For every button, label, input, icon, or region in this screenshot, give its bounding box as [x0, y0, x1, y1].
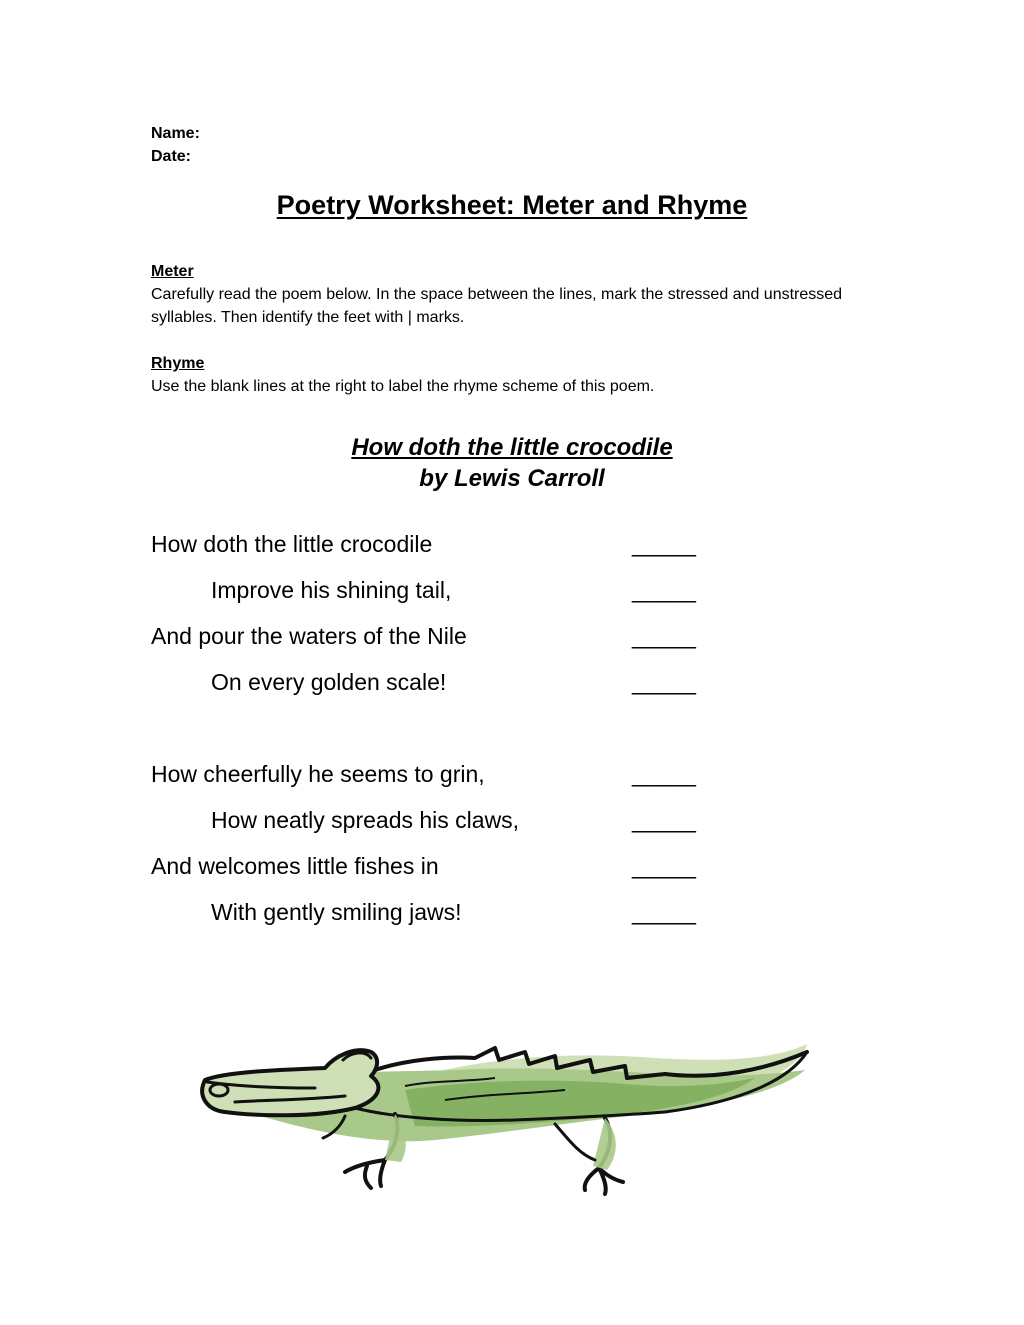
rhyme-blank-8[interactable]: _____: [632, 899, 696, 925]
meter-instructions: Carefully read the poem below. In the space between the lines, mark the stressed and unstressed syllables. Then identify the feet with | marks.: [151, 286, 843, 326]
poem-title: How doth the little crocodile: [351, 434, 673, 461]
rhyme-instructions: Use the blank lines at the right to label the rhyme scheme of this poem.: [151, 378, 655, 395]
rhyme-blank-3[interactable]: _____: [632, 623, 696, 649]
page-title: Poetry Worksheet: Meter and Rhyme: [276, 190, 748, 220]
poem-line-6: How neatly spreads his claws,: [211, 807, 520, 833]
croc-head: [202, 1050, 378, 1115]
poem-line-3: And pour the waters of the Nile: [151, 623, 467, 649]
rhyme-blank-6[interactable]: _____: [632, 807, 696, 833]
rhyme-blank-5[interactable]: _____: [632, 761, 696, 787]
name-label: Name:: [151, 125, 200, 142]
date-label: Date:: [151, 148, 192, 165]
rhyme-blank-1[interactable]: _____: [632, 531, 696, 557]
poem-line-2: Improve his shining tail,: [211, 577, 452, 603]
meter-heading: Meter: [151, 263, 194, 280]
poem-title-block: [0, 432, 1024, 494]
poem-line-8: With gently smiling jaws!: [211, 899, 462, 925]
rhyme-heading: Rhyme: [151, 355, 205, 372]
meter-section: [151, 260, 871, 329]
poem-line-4: On every golden scale!: [211, 669, 447, 695]
poem-line-1: How doth the little crocodile: [151, 531, 433, 557]
rhyme-blank-4[interactable]: _____: [632, 669, 696, 695]
rhyme-section: [151, 352, 871, 398]
rhyme-blank-7[interactable]: _____: [632, 853, 696, 879]
poem-byline: by Lewis Carroll: [419, 465, 605, 492]
worksheet-header: [151, 122, 200, 168]
poem-line-7: And welcomes little fishes in: [151, 853, 439, 879]
rhyme-blank-2[interactable]: _____: [632, 577, 696, 603]
crocodile-illustration-icon: [195, 1030, 815, 1210]
poem-line-5: How cheerfully he seems to grin,: [151, 761, 485, 787]
